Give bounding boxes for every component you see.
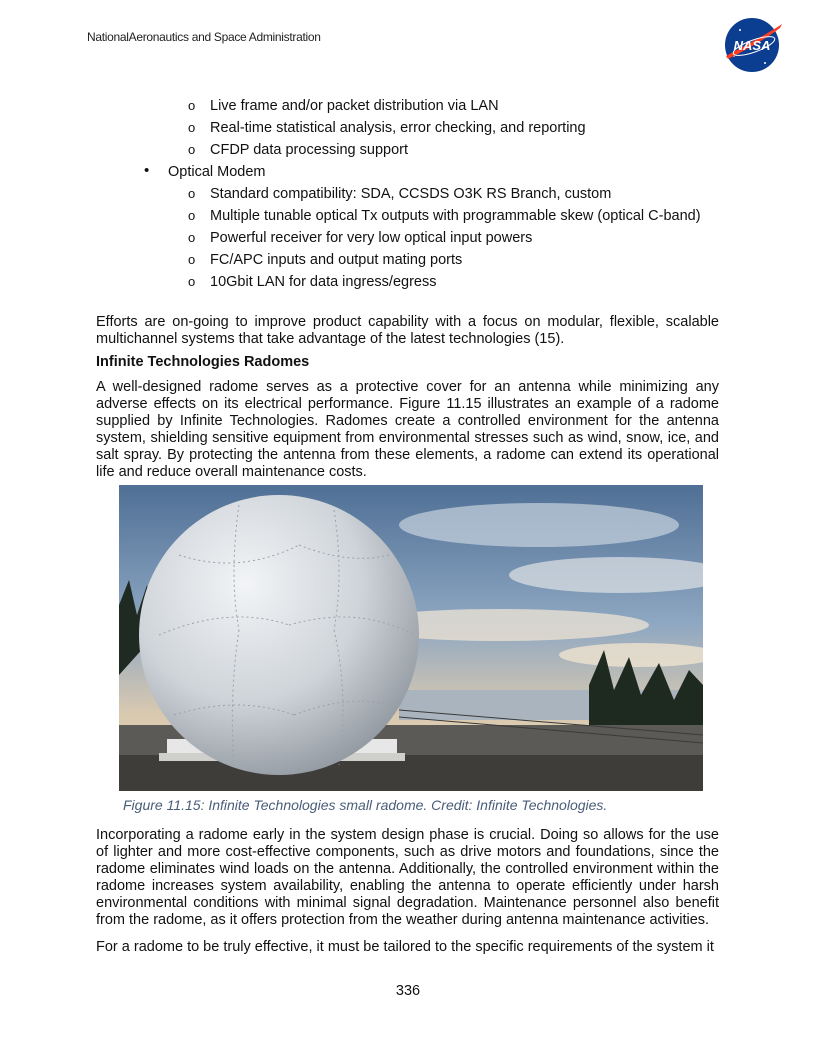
list-item: o 10Gbit LAN for data ingress/egress [188, 274, 437, 290]
nasa-logo-text: NASA [733, 38, 771, 53]
page-number: 336 [395, 983, 421, 999]
incorporating-paragraph: Incorporating a radome early in the system design phase is crucial. Doing so allows for the use of lighter and more cost-effective components, such as drive motors and foundations, since the radome eliminates wind loads on the antenna. Additionally, the controlled environment within the radome increases system availability, enabling the antenna to operate efficiently under harsh environmental conditions with minimal signal degradation. Maintenance personnel also benefit from the radome, as it offers protection from the weather during antenna maintenance activities. [96, 827, 719, 928]
list-item: o Real-time statistical analysis, error checking, and reporting [188, 120, 586, 136]
list-item: o Standard compatibility: SDA, CCSDS O3K RS Branch, custom [188, 186, 612, 202]
header-org-name: NationalAeronautics and Space Administration [87, 30, 321, 44]
section-heading: Infinite Technologies Radomes [96, 354, 310, 370]
list-item: o Live frame and/or packet distribution via LAN [188, 98, 499, 114]
efforts-paragraph: Efforts are on-going to improve product capability with a focus on modular, flexible, scalable multichannel systems that take advantage of the latest technologies (15). [96, 314, 719, 347]
nasa-logo [720, 16, 784, 74]
list-item: o CFDP data processing support [188, 142, 409, 158]
list-item: o Multiple tunable optical Tx outputs with programmable skew (optical C-band) [188, 208, 701, 224]
figure-caption: Figure 11.15: Infinite Technologies small radome. Credit: Infinite Technologies. [123, 797, 608, 813]
radome-photo [119, 485, 703, 791]
list-item: o FC/APC inputs and output mating ports [188, 252, 463, 268]
list-item: o Powerful receiver for very low optical input powers [188, 230, 533, 246]
list-item-optical-modem: • Optical Modem [144, 162, 266, 180]
final-paragraph: For a radome to be truly effective, it must be tailored to the specific requirements of the system it [96, 939, 714, 955]
radome-paragraph: A well-designed radome serves as a protective cover for an antenna while minimizing any adverse effects on its electrical performance. Figure 11.15 illustrates an example of a radome supplied by Infinite Technologies. Radomes create a controlled environment for the antenna system, shielding sensitive equipment from environmental stresses such as wind, snow, ice, and salt spray. By protecting the antenna from these elements, a radome can extend its operational life and reduce overall maintenance costs. [96, 379, 719, 480]
